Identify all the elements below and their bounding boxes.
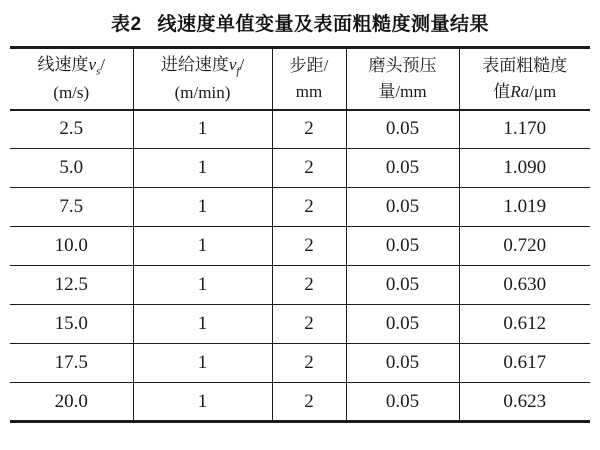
table-row	[10, 266, 590, 305]
cell-preload: 0.05	[346, 149, 459, 188]
cell-linear-speed: 15.0	[10, 305, 133, 344]
cell-linear-speed: 7.5	[10, 188, 133, 227]
cell-step: 2	[272, 110, 346, 149]
header-unit: 量/mm	[378, 81, 427, 101]
header-row	[10, 48, 590, 110]
header-label: 步距/	[289, 56, 329, 76]
cell-roughness: 1.170	[459, 110, 590, 149]
table-row	[10, 227, 590, 266]
cell-step: 2	[272, 266, 346, 305]
col-header-linear-speed	[10, 48, 133, 110]
variable-symbol: v	[88, 55, 97, 75]
header-slash: /	[100, 55, 106, 75]
table-row	[10, 188, 590, 227]
cell-preload: 0.05	[346, 344, 459, 383]
table-row	[10, 149, 590, 188]
cell-preload: 0.05	[346, 110, 459, 149]
cell-roughness: 1.090	[459, 149, 590, 188]
cell-roughness: 0.617	[459, 344, 590, 383]
table-caption: 线速度单值变量及表面粗糙度测量结果	[157, 14, 490, 35]
cell-step: 2	[272, 188, 346, 227]
cell-roughness: 0.630	[459, 266, 590, 305]
cell-step: 2	[272, 227, 346, 266]
cell-feed-speed: 1	[133, 383, 272, 422]
header-label: 进给速度	[160, 55, 229, 75]
cell-linear-speed: 20.0	[10, 383, 133, 422]
cell-roughness: 0.720	[459, 227, 590, 266]
header-label: 线速度	[37, 55, 89, 75]
variable-subscript: f	[236, 65, 240, 78]
table-row	[10, 344, 590, 383]
header-label: 表面粗糙度	[482, 56, 568, 76]
cell-linear-speed: 12.5	[10, 266, 133, 305]
header-unit: (m/s)	[53, 82, 90, 102]
cell-linear-speed: 10.0	[10, 227, 133, 266]
cell-roughness: 1.019	[459, 188, 590, 227]
col-header-preload	[346, 48, 459, 110]
variable-symbol-ra: Ra	[510, 81, 530, 101]
table-row	[10, 305, 590, 344]
col-header-step	[272, 48, 346, 110]
header-unit: (m/min)	[174, 82, 231, 102]
cell-preload: 0.05	[346, 383, 459, 422]
cell-step: 2	[272, 344, 346, 383]
cell-preload: 0.05	[346, 227, 459, 266]
cell-feed-speed: 1	[133, 305, 272, 344]
header-unit-prefix: 值	[493, 81, 511, 101]
cell-preload: 0.05	[346, 188, 459, 227]
measurement-table	[10, 46, 590, 423]
table-number: 表2	[110, 14, 142, 35]
cell-linear-speed: 5.0	[10, 149, 133, 188]
cell-step: 2	[272, 305, 346, 344]
table-row	[10, 110, 590, 149]
cell-feed-speed: 1	[133, 110, 272, 149]
header-slash: /	[239, 55, 245, 75]
cell-feed-speed: 1	[133, 344, 272, 383]
cell-feed-speed: 1	[133, 266, 272, 305]
variable-symbol: v	[228, 55, 237, 75]
table-row	[10, 383, 590, 422]
cell-feed-speed: 1	[133, 227, 272, 266]
cell-linear-speed: 2.5	[59, 118, 84, 140]
col-header-feed-speed	[133, 48, 272, 110]
table-title	[0, 0, 600, 36]
cell-roughness: 0.623	[459, 383, 590, 422]
col-header-roughness	[459, 48, 590, 110]
cell-roughness: 0.612	[459, 305, 590, 344]
cell-feed-speed: 1	[133, 149, 272, 188]
header-unit: mm	[295, 81, 323, 101]
cell-linear-speed: 17.5	[10, 344, 133, 383]
header-label: 磨头预压	[368, 56, 437, 76]
variable-subscript: s	[96, 65, 101, 78]
cell-step: 2	[272, 149, 346, 188]
cell-preload: 0.05	[346, 305, 459, 344]
cell-step: 2	[272, 383, 346, 422]
cell-feed-speed: 1	[133, 188, 272, 227]
cell-preload: 0.05	[346, 266, 459, 305]
header-unit: /μm	[529, 81, 557, 101]
